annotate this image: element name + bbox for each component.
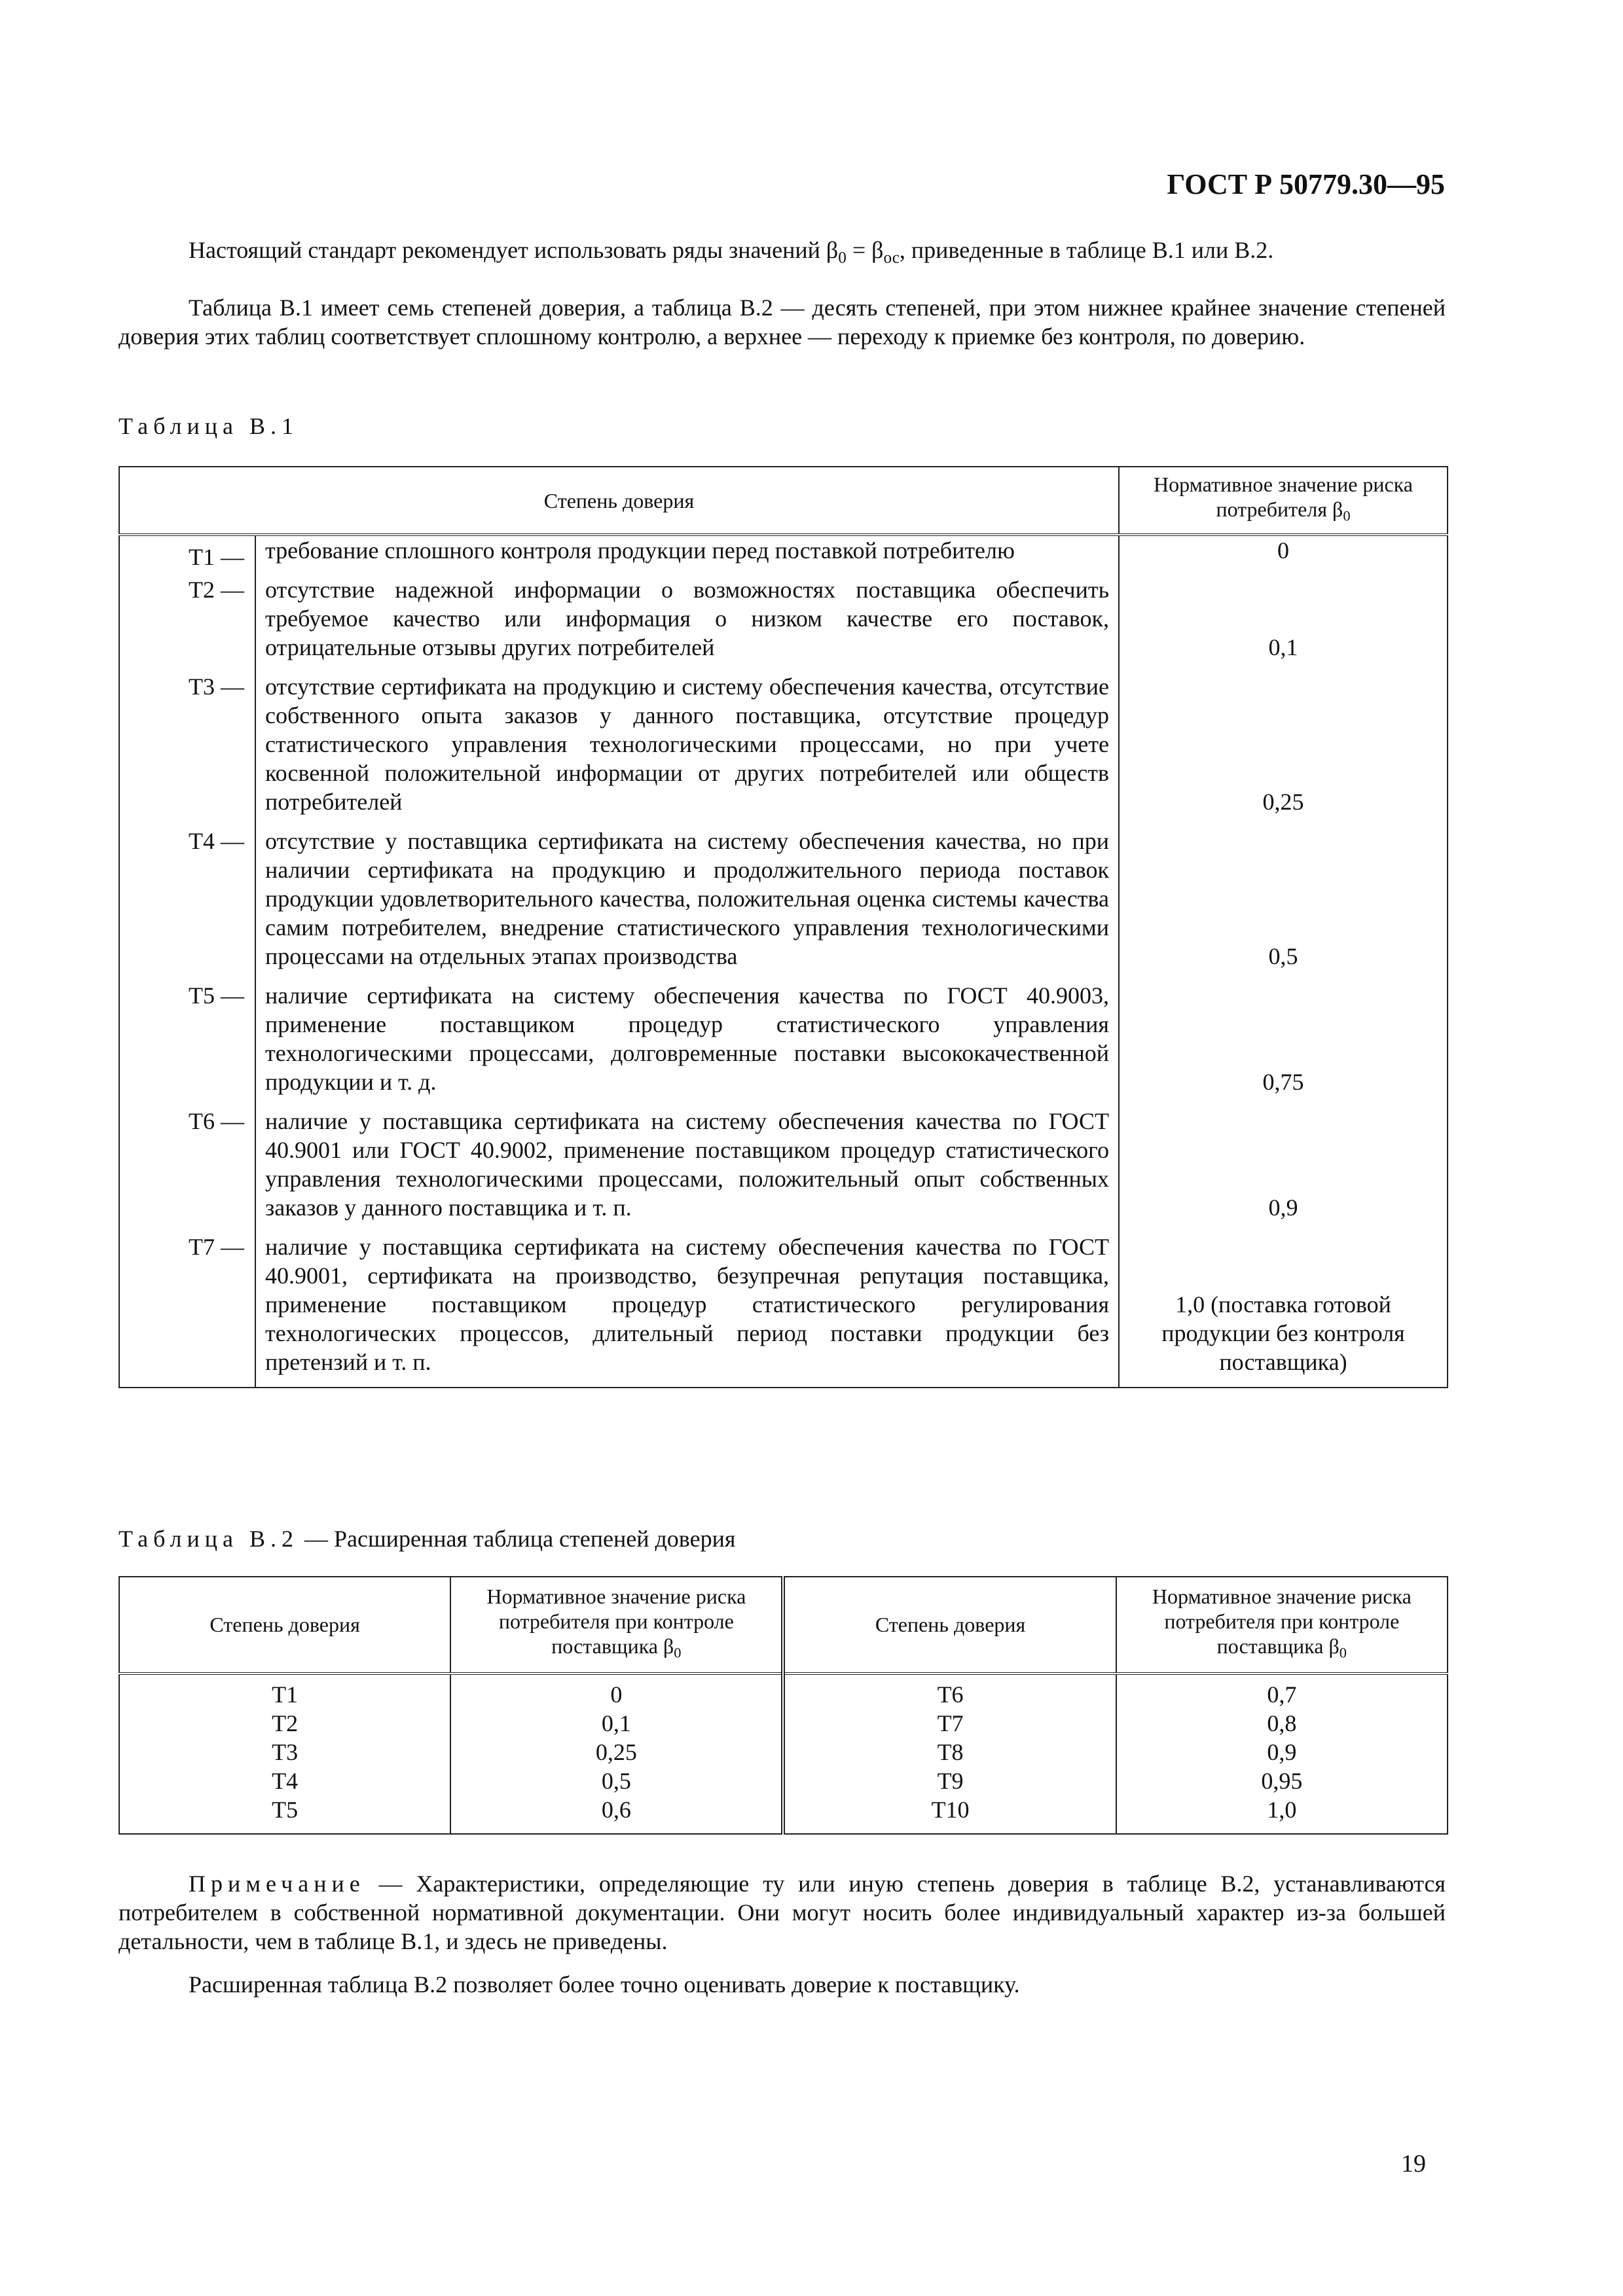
table1-header-risk: Нормативное значение риска потребителя $\beta_0$ [1119,467,1448,535]
table-note: Примечание — Характеристики, определяющие ту или иную степень доверия в таблице В.2, устанавливаются потребителем в собственной нормативной документации. Они могут носить более индивидуальный характер из-за большей детальности, чем в таблице В.1, и здесь не приведены. [119,1871,1446,1954]
risk-value: 0 [1119,535,1448,575]
trust-degree-description: отсутствие надежной информации о возможностях поставщика обеспечить требуемое качество или информация о низком качестве его поставок, отрицательные отзывы других потребителей [255,575,1119,672]
document-number: ГОСТ Р 50779.30—95 [1167,168,1445,200]
table2-right-codes: Т6 Т7 Т8 Т9 Т10 [783,1674,1116,1834]
trust-degree-description: отсутствие у поставщика сертификата на систему обеспечения качества, но при наличии сертификата на продукцию и продолжительного периода поставок продукции удовлетворительного качества, положительная оценка системы качества самим потребителем, внедрение статистического управления технологическими процессами на отдельных этапах производства [255,827,1119,981]
table2-left-codes: Т1 Т2 Т3 Т4 Т5 [119,1674,450,1834]
table1-row [119,535,1448,575]
intro-paragraph-1: Настоящий стандарт рекомендует использовать ряды значений $\beta_0 = \beta_{ос}$, приведенные в таблице В.1 или В.2. [189,237,1274,267]
table1-caption: Таблица В.1 [119,413,299,439]
risk-value: 0,1 [1119,575,1448,672]
trust-degree-description: наличие сертификата на систему обеспечения качества по ГОСТ 40.9003, применение поставщиком процедур статистического управления технологическими процессами, долговременные поставки высококачественной продукции и т. д. [255,981,1119,1107]
trust-degree-code: Т3 — [119,672,255,827]
intro-paragraph-2: Таблица В.1 имеет семь степеней доверия, а таблица В.2 — десять степеней, при этом нижнее крайнее значение степеней доверия этих таблиц соответствует сплошному контролю, а верхнее — переходу к приемке без контроля, по доверию. [119,295,1446,350]
trust-degree-description: требование сплошного контроля продукции перед поставкой потребителю [255,535,1119,575]
table2-caption: Таблица В.2 — Расширенная таблица степеней доверия [119,1526,736,1552]
page-number: 19 [1401,2150,1426,2178]
risk-value: 0,9 [1119,1107,1448,1232]
table1-header-degree: Степень доверия [119,467,1119,535]
trust-degree-code: Т6 — [119,1107,255,1232]
table2-header-degree-left: Степень доверия [119,1577,450,1674]
table2-right-values: 0,7 0,8 0,9 0,95 1,0 [1261,1681,1303,1823]
trust-degree-table [119,466,1448,1388]
trust-degree-code: Т4 — [119,827,255,981]
table2-header-degree-right: Степень доверия [783,1577,1116,1674]
trust-degree-code: Т7 — [119,1232,255,1388]
trust-degree-code: Т2 — [119,575,255,672]
trust-degree-code: Т1 — [119,535,255,575]
table1-row [119,1107,1448,1232]
risk-value: 1,0 (поставка готовой продукции без контроля поставщика) [1119,1232,1448,1388]
risk-value: 0,5 [1119,827,1448,981]
table1-row [119,981,1448,1107]
trust-degree-code: Т5 — [119,981,255,1107]
table1-row [119,827,1448,981]
table2-header-value-right: Нормативное значение риска потребителя при контроле поставщика $\beta_0$ [1152,1585,1412,1661]
table2-header-value-left: Нормативное значение риска потребителя при контроле поставщика $\beta_0$ [450,1577,783,1674]
trust-degree-description: отсутствие сертификата на продукцию и систему обеспечения качества, отсутствие собственного опыта заказов у данного поставщика, отсутствие процедур статистического управления технологическими процессами, но при учете косвенной положительной информации от других потребителей или обществ потребителей [255,672,1119,827]
trust-degree-description: наличие у поставщика сертификата на систему обеспечения качества по ГОСТ 40.9001 или ГОСТ 40.9002, применение поставщиком процедур статистического управления технологическими процессами, положительный опыт собственных заказов у данного поставщика и т. п. [255,1107,1119,1232]
risk-value: 0,25 [1119,672,1448,827]
closing-paragraph: Расширенная таблица В.2 позволяет более точно оценивать доверие к поставщику. [189,1971,1020,1998]
table1-row [119,575,1448,672]
table1-row [119,672,1448,827]
extended-trust-table [119,1576,1448,1835]
table1-row [119,1232,1448,1388]
table2-left-values: 0 0,1 0,25 0,5 0,6 [450,1674,783,1834]
trust-degree-description: наличие у поставщика сертификата на систему обеспечения качества по ГОСТ 40.9001, сертификата на производство, безупречная репутация поставщика, применение поставщиком процедур статистического регулирования технологических процессов, длительный период поставки продукции без претензий и т. п. [255,1232,1119,1388]
risk-value: 0,75 [1119,981,1448,1107]
